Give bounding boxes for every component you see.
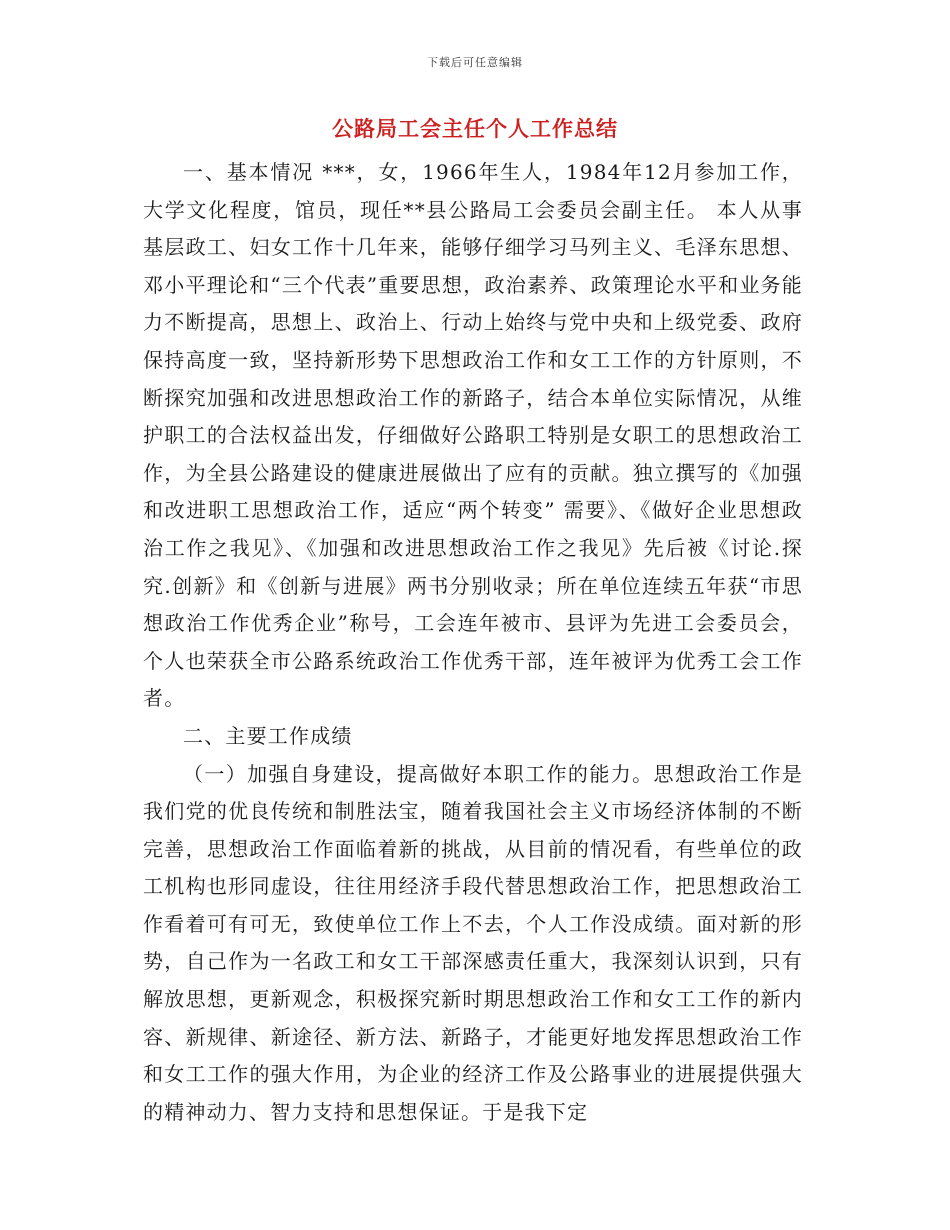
paragraph-basic-info: 一、基本情况 ***，女，1966年生人，1984年12月参加工作，大学文化程度，馆员，现任**县公路局工会委员会副主任。 本人从事基层政工、妇女工作十几年来，能够仔细学习马列主义、毛泽东思想、邓小平理论和“三个代表”重要思想，政治素养、政策理论水平和业务能力不断提高，思想上、政治上、行动上始终与党中央和上级党委、政府保持高度一致，坚持新形势下思想政治工作和女工工作的方针原则，不断探究加强和改进思想政治工作的新路子，结合本单位实际情况，从维护职工的合法权益出发，仔细做好公路职工特别是女职工的思想政治工作，为全县公路建设的健康进展做出了应有的贡献。独立撰写的《加强和改进职工思想政治工作，适应“两个转变” 需要》、《做好企业思想政治工作之我见》、《加强和改进思想政治工作之我见》先后被《讨论.探究.创新》和《创新与进展》两书分别收录；所在单位连续五年获“市思想政治工作优秀企业”称号，工会连年被市、县评为先进工会委员会，个人也荣获全市公路系统政治工作优秀干部，连年被评为优秀工会工作者。 bbox=[143, 160, 803, 711]
page-header-note: 下载后可任意编辑 bbox=[427, 56, 523, 69]
paragraph-self-construction: （一）加强自身建设，提高做好本职工作的能力。思想政治工作是我们党的优良传统和制胜法宝，随着我国社会主义市场经济体制的不断完善，思想政治工作面临着新的挑战，从目前的情况看，有些单位的政工机构也形同虚设，往往用经济手段代替思想政治工作，把思想政治工作看着可有可无，致使单位工作上不去，个人工作没成绩。面对新的形势，自己作为一名政工和女工干部深感责任重大，我深刻认识到，只有解放思想，更新观念，积极探究新时期思想政治工作和女工工作的新内容、新规律、新途径、新方法、新路子，才能更好地发挥思想政治工作和女工工作的强大作用，为企业的经济工作及公路事业的进展提供强大的精神动力、智力支持和思想保证。于是我下定 bbox=[143, 761, 803, 1124]
document-body bbox=[143, 154, 803, 1131]
document-title: 公路局工会主任个人工作总结 bbox=[332, 116, 618, 141]
section-heading-achievements: 二、主要工作成绩 bbox=[183, 723, 353, 748]
